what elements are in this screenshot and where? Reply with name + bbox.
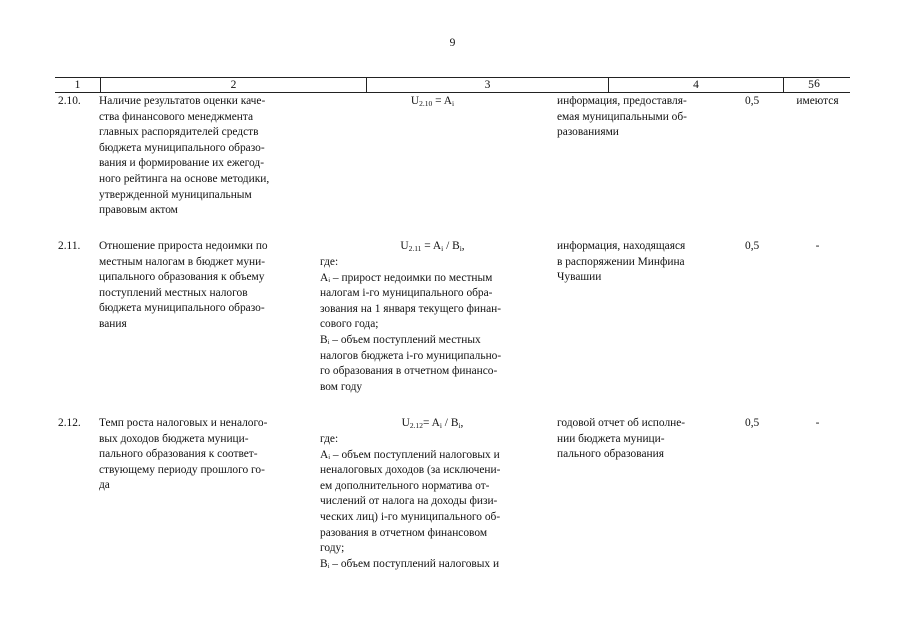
header-col-3: 3 — [366, 78, 608, 92]
page-number: 9 — [449, 37, 456, 49]
note-value: имеются — [796, 95, 839, 107]
weight-value: 0,5 — [745, 95, 760, 107]
weight-value: 0,5 — [745, 417, 760, 429]
header-col-6: 6 — [783, 77, 850, 91]
row-number: 2.12. — [58, 417, 81, 429]
data-source: информация, находящаяся в распоряжении Минфина Чувашии — [557, 240, 686, 284]
table-header-row — [55, 77, 850, 93]
name-line: главных распорядителей средств — [99, 126, 259, 139]
indicator-name: Темп роста налоговых и неналого- вых доходов бюджета муници- пального образования к соответ- ствующему периоду прошлого го- да — [99, 417, 268, 492]
header-col-5: 5 — [783, 78, 838, 92]
data-source: информация, предоставля- емая муниципальными об- разованиями — [557, 95, 687, 139]
weight-value: 0,5 — [745, 240, 760, 252]
row-number: 2.10. — [58, 95, 81, 107]
name-line: бюджета муниципального образо- — [99, 141, 265, 154]
indicator-name: Отношение прироста недоимки по местным налогам в бюджет муни- ципального образования к объему поступлений местных налогов бюджета муниципального образо- вания — [99, 240, 268, 330]
formula: $U_{2.12}= A_i / B_i$, — [401, 417, 464, 430]
name-line: утвержденной муниципальным — [99, 188, 252, 201]
row-number: 2.11. — [58, 240, 81, 252]
formula-explanation: где: Aᵢ – прирост недоимки по местным налогам i-го муниципального обра- зования на 1 января текущего финан- сового года; Bᵢ – объем поступлений местных налогов бюджета i-го муниципально- го образования в отчетном финансо- вом году — [320, 256, 502, 393]
name-line: вания и формирование их ежегод- — [99, 157, 264, 170]
name-line: ства финансового менеджмента — [99, 110, 254, 123]
name-line: Наличие результатов оценки каче- — [99, 95, 266, 107]
note-value: - — [815, 240, 820, 252]
header-col-2: 2 — [100, 78, 366, 92]
formula: $U_{2.11} = A_i / B_i$, — [400, 240, 465, 253]
formula: $U_{2.10} = A_i$ — [410, 95, 455, 108]
header-col-1: 1 — [74, 79, 81, 91]
name-line: правовым актом — [99, 204, 178, 217]
note-value: - — [815, 417, 820, 429]
name-line: ного рейтинга на основе методики, — [99, 172, 270, 185]
header-col-4: 4 — [608, 78, 783, 92]
data-source: годовой отчет об исполне- нии бюджета муници- пального образования — [557, 417, 686, 461]
formula-explanation: где: Aᵢ – объем поступлений налоговых и неналоговых доходов (за исключени- ем дополнительного норматива от- числений от налога на доходы физи- ческих лиц) i-го муниципального об- разования в отчетном финансовом году; Bᵢ – объем поступлений налоговых и — [320, 433, 501, 570]
indicator-name — [99, 94, 307, 219]
